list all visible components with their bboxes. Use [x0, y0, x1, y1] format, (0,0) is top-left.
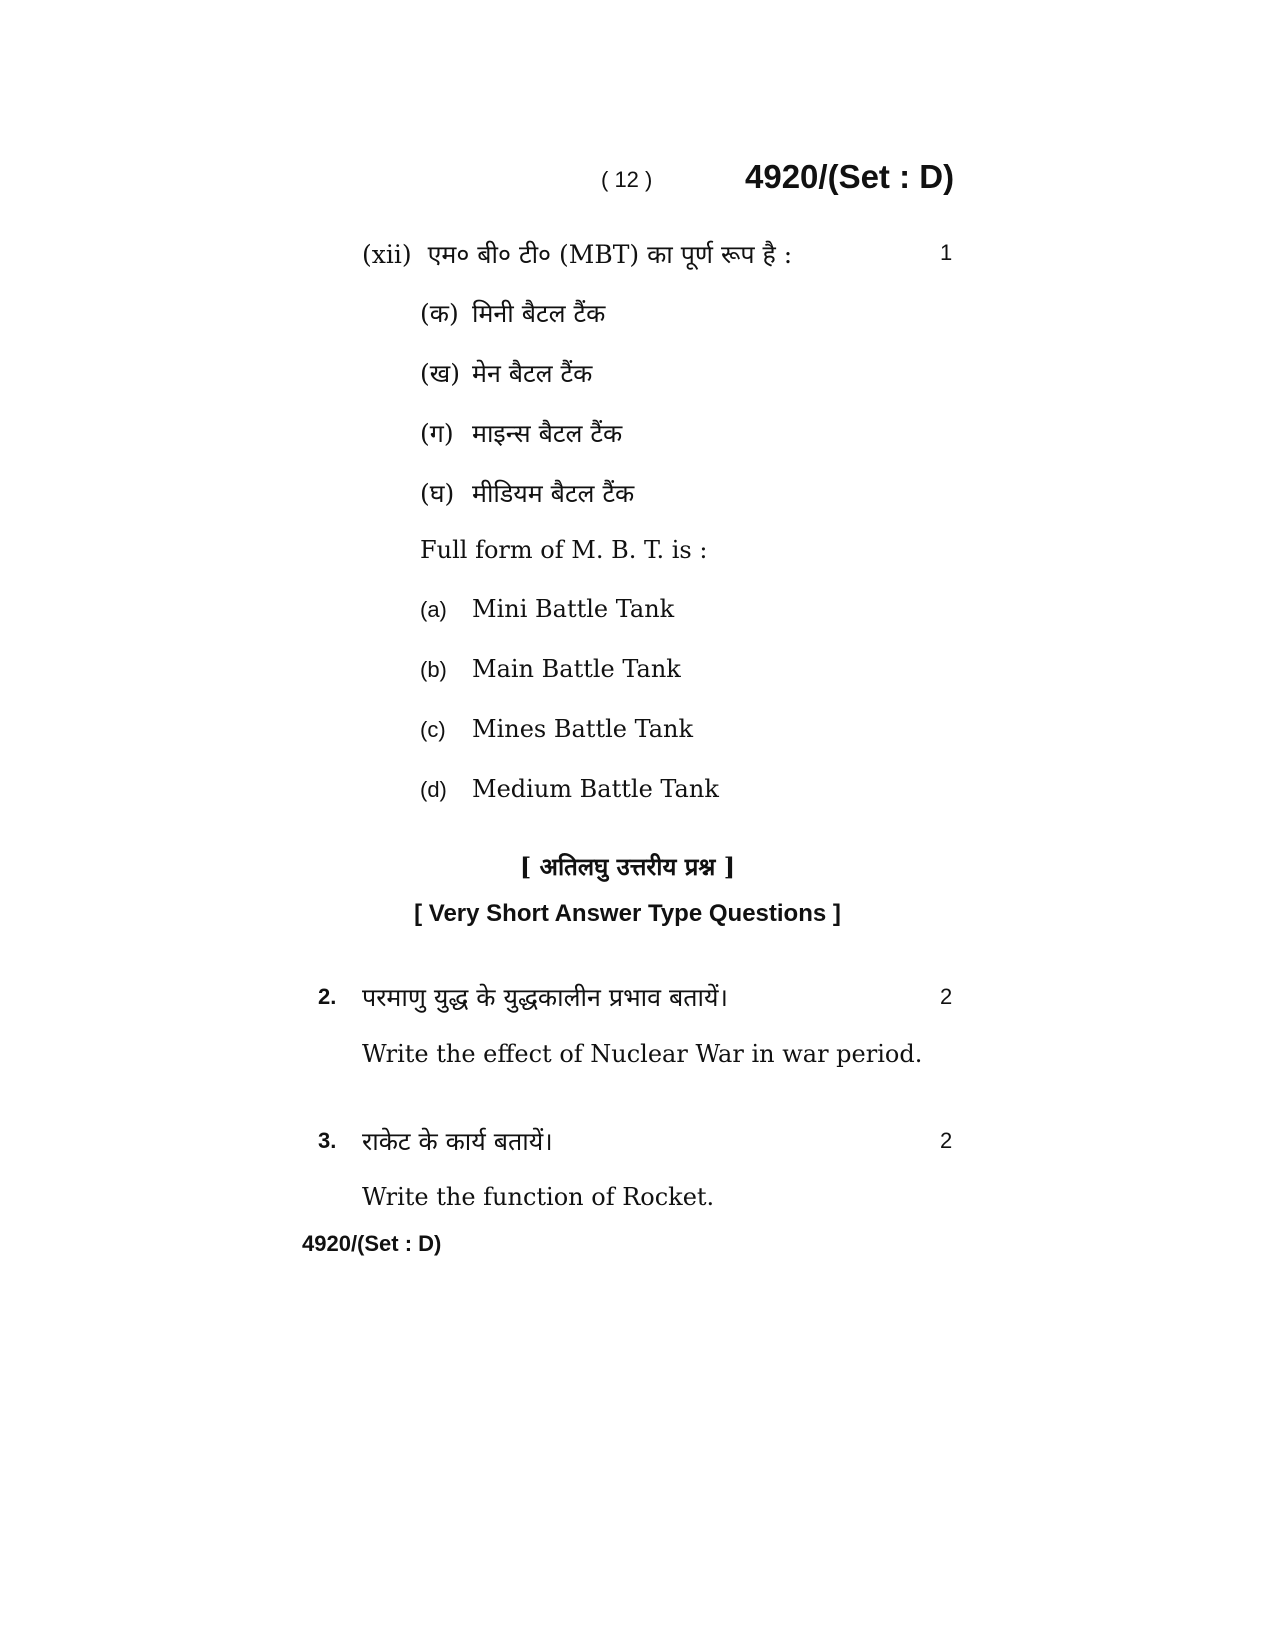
- option-text: मीडियम बैटल टैंक: [472, 479, 635, 508]
- question-text-en: Full form of M. B. T. is :: [420, 536, 708, 564]
- question-marks: 2: [940, 984, 953, 1009]
- option-text: माइन्स बैटल टैंक: [472, 419, 623, 448]
- option-text: मिनी बैटल टैंक: [472, 299, 606, 328]
- option-label: (क): [420, 299, 459, 328]
- option-label: (ख): [420, 359, 460, 388]
- question-number: 2.: [318, 984, 337, 1009]
- question-number-label: (xii): [362, 240, 412, 269]
- paper-code-header: 4920/(Set : D): [745, 158, 955, 195]
- option-ga: [420, 416, 622, 450]
- option-gha: [420, 476, 634, 510]
- option-text: Mines Battle Tank: [472, 715, 694, 743]
- option-a: [420, 595, 674, 623]
- section-title-hi: [ अतिलघु उत्तरीय प्रश्न ]: [519, 852, 736, 881]
- option-label: (ग): [420, 419, 454, 448]
- question-text-en: Write the effect of Nuclear War in war period.: [362, 1040, 923, 1068]
- question-marks: 1: [940, 240, 953, 265]
- option-label: (d): [420, 777, 447, 802]
- paper-code-footer: 4920/(Set : D): [302, 1231, 442, 1256]
- option-text: Main Battle Tank: [472, 655, 681, 683]
- option-ka: [420, 296, 605, 330]
- option-label: (घ): [420, 479, 455, 508]
- option-label: (c): [420, 717, 446, 742]
- option-text: मेन बैटल टैंक: [472, 359, 593, 388]
- question-text-hi: एम० बी० टी० (MBT) का पूर्ण रूप है :: [427, 240, 793, 269]
- page-number: ( 12 ): [601, 167, 653, 192]
- option-label: (b): [420, 657, 447, 682]
- option-d: [420, 775, 719, 803]
- option-text: Medium Battle Tank: [472, 775, 719, 803]
- option-kha: [420, 356, 592, 390]
- option-label: (a): [420, 597, 447, 622]
- question-marks: 2: [940, 1128, 953, 1153]
- option-b: [420, 655, 681, 683]
- option-text: Mini Battle Tank: [472, 595, 675, 623]
- question-number: 3.: [318, 1128, 337, 1153]
- question-text-en: Write the function of Rocket.: [362, 1183, 715, 1211]
- question-number: [362, 237, 792, 271]
- question-text-hi: राकेट के कार्य बतायें।: [362, 1127, 553, 1156]
- question-text-hi: परमाणु युद्ध के युद्धकालीन प्रभाव बतायें।: [362, 983, 728, 1012]
- option-c: [420, 715, 693, 743]
- section-title-en: [ Very Short Answer Type Questions ]: [414, 900, 841, 927]
